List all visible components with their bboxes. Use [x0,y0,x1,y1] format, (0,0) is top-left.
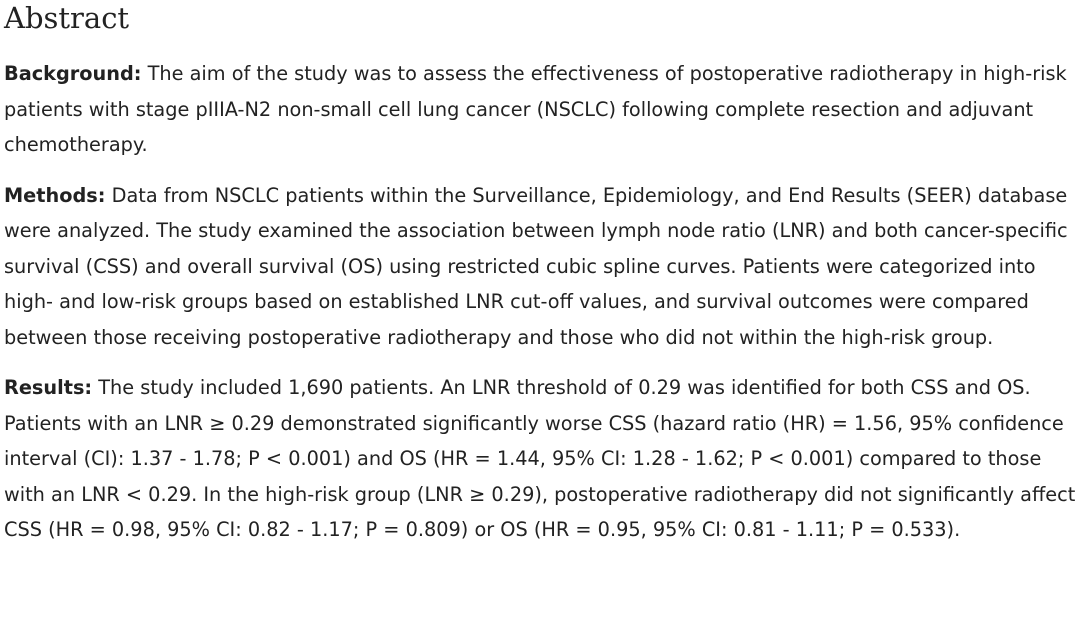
results-text: The study included 1,690 patients. An LNR threshold of 0.29 was identified for both CSS and OS. Patients with an LNR ≥ 0.29 demonstrated significantly worse CSS (hazard ratio (HR) = 1.56, 95% confidence interval (CI): 1.37 - 1.78; P < 0.001) and OS (HR = 1.44, 95% CI: 1.28 - 1.62; P < 0.001) compared to those with an LNR < 0.29. In the high-risk group (LNR ≥ 0.29), postoperative radiotherapy did not significantly affect CSS (HR = 0.98, 95% CI: 0.82 - 1.17; P = 0.809) or OS (HR = 0.95, 95% CI: 0.81 - 1.11; P = 0.533). [4,376,1076,541]
methods-label: Methods: [4,183,106,207]
methods-paragraph [4,178,1078,356]
background-text: The aim of the study was to assess the effectiveness of postoperative radiotherapy in high-risk patients with stage pIIIA-N2 non-small cell lung cancer (NSCLC) following complete resection and adjuvant chemotherapy. [4,62,1067,156]
background-label: Background: [4,62,142,85]
methods-text: Data from NSCLC patients within the Surveillance, Epidemiology, and End Results (SEER) database were analyzed. The study examined the association between lymph node ratio (LNR) and both cancer-specific survival (CSS) and overall survival (OS) using restricted cubic spline curves. Patients were categorized into high- and low-risk groups based on established LNR cut-off values, and survival outcomes were compared between those receiving postoperative radiotherapy and those who did not within the high-risk group. [4,183,1068,349]
abstract-heading: Abstract [4,1,130,35]
results-paragraph [4,370,1078,548]
background-paragraph [4,56,1078,163]
results-label: Results: [4,376,93,399]
abstract-section [4,0,1078,563]
